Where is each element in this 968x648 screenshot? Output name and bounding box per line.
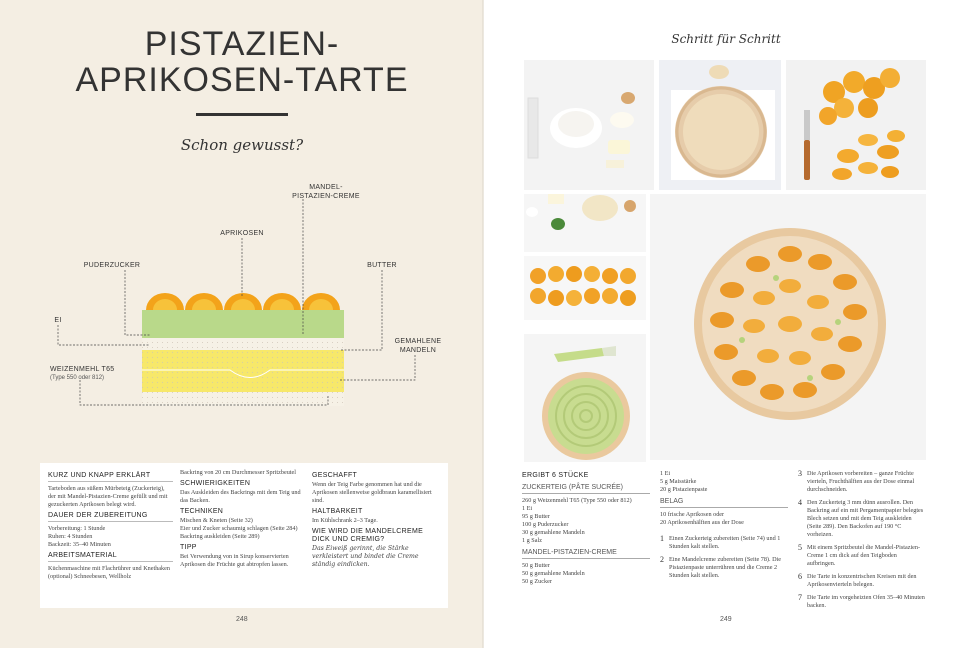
text-ruhen: Ruhen: 4 Stunden [48, 533, 93, 540]
did-you-know-heading: Schon gewusst? [180, 136, 304, 154]
heading-tipp: TIPP [180, 544, 197, 551]
step-number: 4 [798, 498, 802, 507]
label-mandel-line2: PISTAZIEN-CREME [292, 193, 360, 200]
heading-mandelcreme-2: DICK UND CREMIG? [312, 536, 385, 543]
heading-haltbarkeit: HALTBARKEIT [312, 508, 363, 515]
step-text: Den Zuckerteig 3 mm dünn ausrollen. Den Backring auf ein mit Pergamentpapier belegtes Blech setzen und mit dem Teig auskleiden (Seite 289). Den Backofen auf 190 °C vorheizen. [807, 499, 924, 538]
heading-techniken: TECHNIKEN [180, 508, 224, 515]
belag-ingredient-list [660, 511, 788, 527]
text-material-continued: Backring von 20 cm Durchmesser Spritzbeutel [180, 469, 296, 476]
recipe-title [40, 26, 444, 98]
tart-cross-section-diagram [40, 175, 444, 420]
step-number: 6 [798, 572, 802, 581]
heading-mandelcreme-1: WIE WIRD DIE MANDELCREME [312, 528, 424, 535]
label-weizenmehl: WEIZENMEHL T65 [50, 366, 115, 373]
ingredient-item: 1 g Salz [522, 537, 542, 544]
ingredient-item: 50 g Zucker [522, 578, 552, 585]
ingredient-item: 50 g gemahlene Mandeln [522, 570, 585, 577]
text-backzeit: Backzeit: 35–40 Minuten [48, 541, 111, 548]
text-haltbarkeit: Im Kühlschrank 2–3 Tage. [312, 517, 378, 524]
label-aprikosen: APRIKOSEN [220, 230, 264, 237]
page-number-right: 249 [720, 616, 732, 623]
ingredient-item: 10 frische Aprikosen oder [660, 511, 725, 518]
pistachio-cream-layer [142, 310, 344, 338]
step-number: 2 [660, 555, 664, 564]
text-arbeitsmaterial: Küchenmaschine mit Flachrührer und Knethaken (optional) Schneebesen, Wellholz [48, 565, 170, 580]
recipe-column-1 [522, 470, 650, 586]
recipe-step [798, 573, 926, 589]
creme-ingredient-list-continued [660, 470, 788, 494]
ingredient-item: 50 g Butter [522, 562, 550, 569]
recipe-step [798, 544, 926, 568]
photo-apricot-row [524, 256, 646, 320]
heading-dauer: DAUER DER ZUBEREITUNG [48, 512, 173, 522]
apricot-layer [146, 293, 340, 310]
label-puderzucker: PUDERZUCKER [83, 262, 141, 269]
label-ei: EI [54, 317, 62, 324]
text-schwierigkeiten: Das Auskleiden des Backrings mit dem Teig und das Backen. [180, 489, 301, 504]
text-mandelcreme: Das Eiweiß gerinnt, die Stärke verkleistert und bindet die Creme ständig eindicken. [312, 545, 419, 568]
label-butter: BUTTER [367, 262, 397, 269]
heading-mandel-pistazien-creme: MANDEL-PISTAZIEN-CREME [522, 549, 650, 559]
apricot-half [302, 293, 340, 310]
ingredient-item: 5 g Maisstärke [660, 478, 697, 485]
recipe-step [660, 535, 788, 551]
ingredient-item: 260 g Weizenmehl T65 (Type 550 oder 812) [522, 497, 632, 504]
page-number-left: 248 [236, 616, 248, 623]
title-divider [196, 113, 288, 116]
photo-piped-cream [524, 334, 646, 462]
step-text: Die Aprikosen vorbereiten – ganze Früchte vierteln, Fruchthälften aus der Dose einmal durchschneiden. [807, 470, 915, 493]
ingredient-item: 20 g Pistazienpaste [660, 486, 708, 493]
step-number: 1 [660, 534, 664, 543]
info-column-1 [48, 469, 173, 583]
text-technik-3: Backring auskleiden (Seite 289) [180, 533, 260, 540]
text-vorbereitung: Vorbereitung: 1 Stunde [48, 525, 106, 532]
label-gemahlene-line1: GEMAHLENE [394, 338, 442, 345]
text-technik-1: Mischen & Kneten (Seite 32) [180, 517, 253, 524]
ingredient-item: 20 Aprikosenhälften aus der Dose [660, 519, 744, 526]
step-text: Mit einem Spritzbeutel die Mandel-Pistazien-Creme 1 cm dick auf den Teigboden aufbringen. [807, 544, 921, 567]
recipe-column-3 [798, 470, 926, 615]
zuckerteig-ingredient-list [522, 497, 650, 545]
step-text: Eine Mandelcreme zubereiten (Seite 78). Die Pistazienpaste unterrühren und die Creme 2 Stunden kalt stellen. [669, 556, 782, 579]
step-text: Einen Zuckerteig zubereiten (Seite 74) und 1 Stunden kalt stellen. [669, 535, 781, 550]
step-number: 7 [798, 593, 802, 602]
creme-ingredient-list [522, 562, 650, 586]
photo-cream-ingredients [524, 194, 646, 252]
photo-dough-ring [659, 60, 781, 190]
apricot-half [263, 293, 301, 310]
heading-ergibt: ERGIBT 6 STÜCKE [522, 472, 589, 479]
ingredient-item: 1 Ei [522, 505, 533, 512]
photo-baked-tart [650, 194, 926, 460]
recipe-step [798, 470, 926, 494]
photo-apricots [786, 60, 926, 190]
step-text: Die Tarte in konzentrischen Kreisen mit den Aprikosenvierteln belegen. [807, 573, 917, 588]
text-geschafft: Wenn der Teig Farbe genommen hat und die Aprikosen stellenweise goldbraun karamellisiert sind. [312, 481, 432, 504]
info-box [40, 463, 448, 608]
step-by-step-heading: Schritt für Schritt [671, 32, 781, 46]
recipe-step [660, 556, 788, 580]
apricot-half [146, 293, 184, 310]
recipe-step [798, 594, 926, 610]
title-line-1: PISTAZIEN- [144, 25, 340, 63]
title-line-2: APRIKOSEN-TARTE [75, 61, 409, 99]
apricot-half [185, 293, 223, 310]
info-column-2 [180, 469, 305, 571]
heading-geschafft: GESCHAFFT [312, 472, 358, 479]
recipe-column-2 [660, 470, 788, 585]
heading-schwierigkeiten: SCHWIERIGKEITEN [180, 480, 251, 487]
right-page [484, 0, 968, 648]
label-weizenmehl-note: (Type 550 oder 812) [50, 375, 105, 381]
ingredient-item: 95 g Butter [522, 513, 550, 520]
ingredient-item: 100 g Puderzucker [522, 521, 569, 528]
step-text: Die Tarte im vorgeheizten Ofen 35–40 Minuten backen. [807, 594, 925, 609]
text-technik-2: Eier und Zucker schaumig schlagen (Seite 284) [180, 525, 298, 532]
text-kurz-und-knapp: Tarteboden aus süßem Mürbeteig (Zuckerteig), der mit Mandel-Pistazien-Creme gefüllt und mit gezuckerten Aprikosen belegt wird. [48, 485, 168, 508]
label-gemahlene-line2: MANDELN [399, 347, 437, 354]
recipe-step [798, 499, 926, 539]
photo-ingredients [524, 60, 654, 190]
heading-arbeitsmaterial: ARBEITSMATERIAL [48, 552, 173, 562]
heading-kurz-und-knapp: KURZ UND KNAPP ERKLÄRT [48, 472, 173, 482]
apricot-half [224, 293, 262, 310]
step-number: 3 [798, 469, 802, 478]
label-mandel-line1: MANDEL- [309, 184, 343, 191]
step-number: 5 [798, 543, 802, 552]
ingredient-item: 30 g gemahlene Mandeln [522, 529, 585, 536]
heading-zuckerteig: ZUCKERTEIG (PÂTE SUCRÉE) [522, 484, 650, 494]
info-column-3 [312, 469, 437, 571]
text-tipp: Bei Verwendung von in Sirup konservierten Aprikosen die Früchte gut abtropfen lassen. [180, 553, 289, 568]
heading-belag: BELAG [660, 498, 788, 508]
ingredient-item: 1 Ei [660, 470, 671, 477]
